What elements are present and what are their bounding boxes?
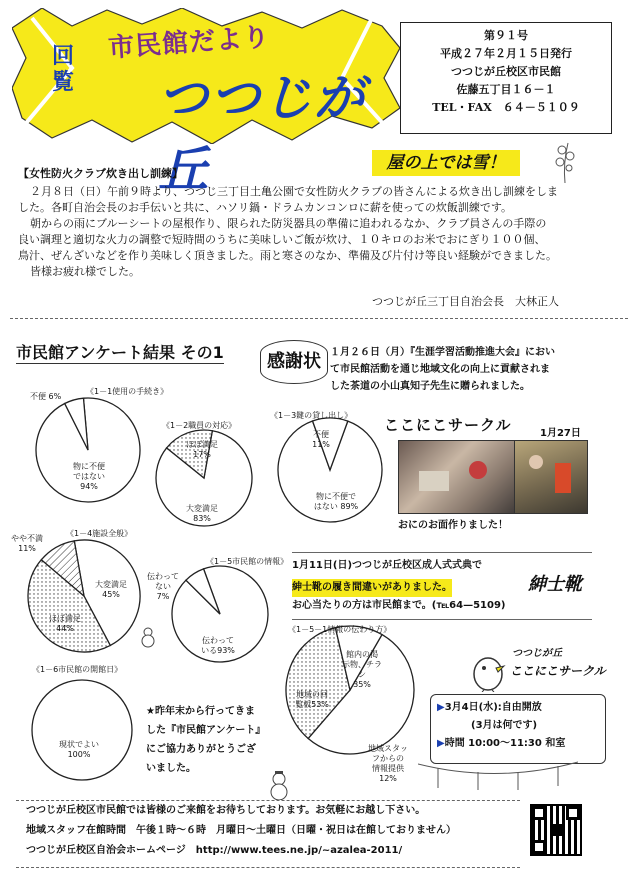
slice-label: 大変満足 [186,504,218,513]
slice-label: ではない [73,472,105,481]
pie-caption: 《1－5－1情報の伝わり方》 [288,625,392,634]
slice-value: はない 89% [313,502,359,511]
slice-value: 11% [312,440,330,449]
kansha-line: した茶道の小山真知子先生に贈られました。 [330,381,530,392]
kansha-badge: 感謝状 [260,340,328,384]
circle-photo-right [514,440,588,514]
slice-label: 示物、チラ [342,660,382,669]
issue-address: 佐藤五丁目１６－１ [456,83,556,96]
scroll-decoration [418,760,578,790]
slice-label: 館内の掲 [346,650,378,659]
thanks-line: にご協力ありがとうござ [146,744,256,755]
circle-caption: おにのお面作りました！ [398,520,508,531]
snow-banner: 屋の上では雪！ [372,150,520,176]
body-line: 皆様お疲れ様でした。 [30,265,140,278]
circle-date: 1月27日 [540,428,581,439]
lost-line: 1月11日(日)つつじが丘校区成人式式典で [292,560,483,571]
pie-label [182,504,222,524]
thanks-line: ★昨年末から行ってきま [146,706,255,717]
slice-label: やや不満 [11,534,43,543]
footer [16,800,520,868]
next-line-text: 3月4日(水):自由開放 [444,702,542,713]
slice-label: 現状でよい [59,740,99,749]
lost-badge: 紳士靴 [528,574,582,595]
slice-label: フからの [372,754,404,763]
thanks-line: いました。 [146,763,196,774]
slice-label: 物に不便 [73,462,105,471]
slice-value: いる93% [201,646,235,655]
slice-value: 17% [193,450,211,459]
survey-thanks [146,702,265,778]
issue-publisher: つつじが丘校区市民館 [451,65,561,78]
slice-value: 11% [18,544,36,553]
slice-value: 94% [80,482,98,491]
pie-label [64,462,114,492]
slice-label: ない [155,582,171,591]
pie-label [340,650,384,690]
pie-label [88,580,134,600]
slice-label: シ [358,670,366,679]
pie-label [144,572,182,602]
footer-line: 地域スタッフ在館時間 午後１時～６時 月曜日～土曜日（日曜・祝日は在館しておりません） [26,825,456,836]
next-circle-title1: つつじが丘 [512,648,562,659]
body-line: 朝からの雨にブルーシートの屋根作り、限られた防災器具の準備に追われるなか、クラブ員さんの手際の [30,217,547,230]
fire-drill-heading: 【女性防火クラブ炊き出し訓練】 [18,167,183,180]
slice-label: 不便 [313,430,329,439]
next-line-text: 時間 10:00～11:30 和室 [444,738,566,749]
lost-line: 紳士靴の履き間違いがありました。 [292,579,452,597]
kansha-line: １月２６日（月）『生涯学習活動推進大会』におい [330,347,555,358]
slice-label: 伝わって [202,636,234,645]
slice-label: 地域の回 [296,690,328,699]
pie-label [306,430,336,450]
kansha-line: て市民館活動を通じ地域文化の向上に貢献されま [330,364,550,375]
pie-label [30,392,61,402]
pie-label [182,440,222,460]
body-line: ２月８日（日）午前９時より、つつじ三丁目土亀公園で女性防火クラブの皆さんによる炊き出し訓練をしま [30,185,558,198]
slice-label: ほぼ満足 [49,614,81,623]
next-line: ▶3月4日(水):自由開放 [437,702,542,713]
pie-caption: 《1－4施設全般》 [66,529,133,538]
footer-line: つつじが丘校区市民館では皆様のご来館をお待ちしております。お気軽にお越し下さい。 [26,805,426,816]
slice-label: 物に不便で [316,492,356,501]
slice-value: 7% [156,592,170,601]
next-circle-box [430,694,606,764]
slice-value: 100% [67,750,91,759]
next-line-text: (3月は何です) [471,720,538,731]
issue-number: 第９１号 [484,29,528,42]
signature: つつじが丘三丁目自治会長 大林正人 [372,295,559,308]
slice-value: 83% [193,514,211,523]
next-line: ▶時間 10:00～11:30 和室 [437,738,566,749]
body-line: 良い調理と適切な火力の調整で短時間のうちに美味しいご飯が炊け、１０キロのお米でおにぎり１００個、 [18,233,546,246]
body-line: 鳥汁、ぜんざいなどを作り美味しく頂きました。雨と寒さのなか、準備及び片付け等良い経験ができました。 [18,249,557,262]
body-line: した。各町自治会長のお手伝いと共に、ハソリ鍋・ドラムカンコンロに薪を使っての炊飯訓練です。 [18,201,513,214]
thanks-line: した『市民館アンケート』 [146,725,266,736]
circle-title: ここにこサークル [384,416,512,434]
pie-label [290,690,334,710]
issue-date: 平成２７年２月１５日発行 [440,47,572,60]
slice-label: 不便 6% [30,392,62,401]
slice-label: 伝わって [147,572,179,581]
pie-label [306,492,366,512]
issue-tel: TEL・FAX ６４－５１０９ [432,101,580,114]
kairan-label: 回覧 [52,44,75,95]
slice-value: 12% [379,774,397,783]
pie-label [56,740,102,760]
pie-caption: 《1－2職員の対応》 [162,421,237,430]
next-circle-title2: ここにこサークル [510,664,606,678]
pie-caption: 《1－3鍵の貸し出し》 [270,411,353,420]
slice-value: 覧板53% [295,700,329,709]
pie-caption: 《1－5市民館の情報》 [206,557,289,566]
bird-icon [468,648,508,692]
slice-value: 35% [353,680,371,689]
masthead-title: つつじが丘 [158,69,366,199]
snowman-icon [140,626,156,648]
pie-label [10,534,44,554]
pie-caption: 《1－1使用の手続き》 [86,387,169,396]
lost-line: お心当たりの方は市民館まで。(℡64—5109) [292,600,506,611]
pie-label [196,636,240,656]
slice-label: 地域スタッ [368,744,408,753]
pie-label [364,744,412,784]
masthead-subtitle: 市民館だより [107,22,272,64]
footer-url[interactable]: つつじが丘校区自治会ホームページ http://www.tees.ne.jp/~azalea-2011/ [26,845,403,856]
pie-label [42,614,88,634]
slice-label: 情報提供 [372,764,404,773]
slice-label: ほぼ満足 [186,440,218,449]
slice-value: 45% [102,590,120,599]
pie-caption: 《1－6市民館の開館日》 [32,665,123,674]
pie-slice [32,680,132,780]
slice-value: 44% [56,624,74,633]
snowman-icon [268,770,290,800]
circle-photo-left [398,440,518,514]
qr-code-icon[interactable] [530,804,582,856]
slice-label: 大変満足 [95,580,127,589]
survey-heading: 市民館アンケート結果 その1 [16,340,224,364]
